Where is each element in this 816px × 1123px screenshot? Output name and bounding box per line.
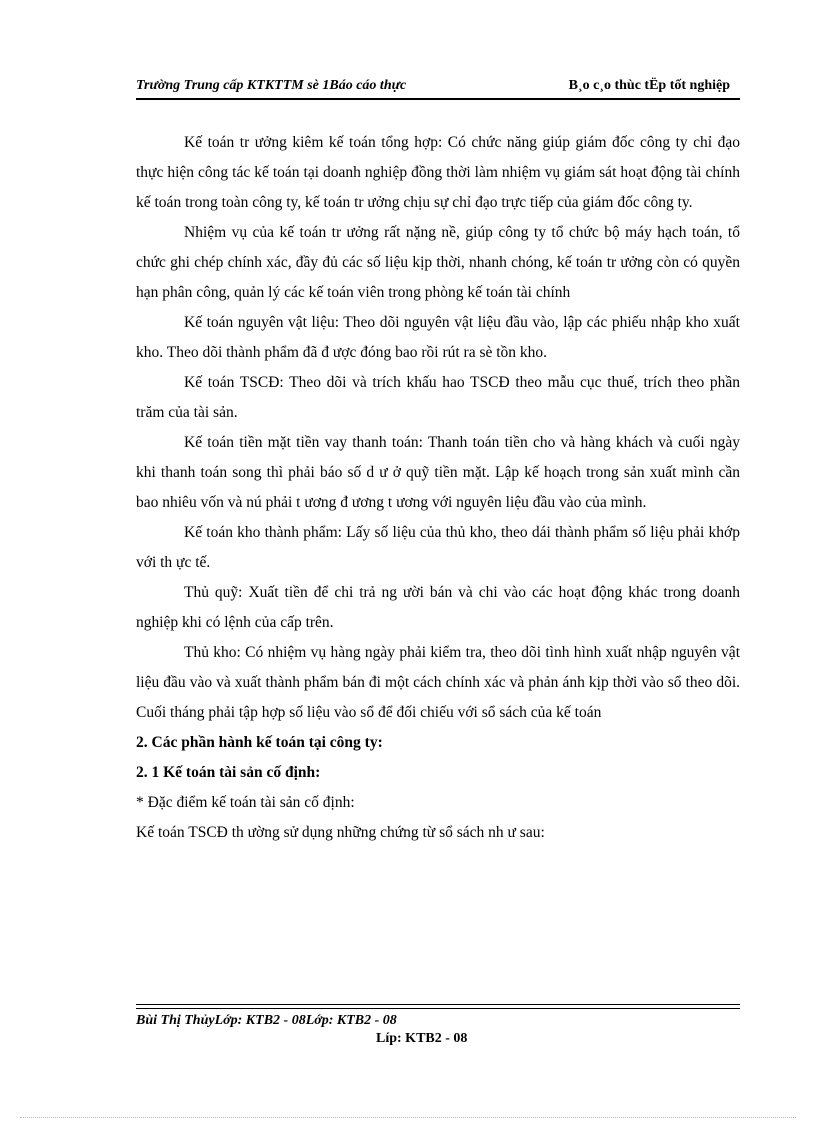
header-report-title: B¸o c¸o thùc tËp tốt nghiệp — [568, 78, 730, 93]
paragraph: Kế toán TSCĐ: Theo dõi và trích khấu hao TSCĐ theo mẫu cục thuế, trích theo phần trăm của tài sản. — [136, 374, 740, 421]
footer-class: Líp: KTB2 - 08 — [376, 1031, 468, 1046]
document-body — [136, 128, 740, 848]
paragraph: * Đặc điểm kế toán tài sản cố định: — [136, 794, 355, 811]
paragraph: Kế toán tr ưởng kiêm kế toán tổng hợp: Có chức năng giúp giám đốc công ty chỉ đạo thực hiện công tác kế toán tại doanh nghiệp đồng thời làm nhiệm vụ giám sát hoạt động tài chính kế toán trong toàn công ty, kế toán tr ưởng chịu sự chỉ đạo trực tiếp của giám đốc công ty. — [136, 134, 740, 211]
paragraph: Thủ kho: Có nhiệm vụ hàng ngày phải kiểm tra, theo dõi tình hình xuất nhập nguyên vật liệu đầu vào và xuất thành phẩm bán đi một cách chính xác và phản ánh kịp thời vào sổ theo dõi. Cuối tháng phải tập hợp số liệu vào sổ để đối chiếu với sổ sách của kế toán — [136, 644, 740, 721]
page-header — [136, 76, 740, 100]
section-heading: 2. Các phần hành kế toán tại công ty: — [136, 734, 383, 751]
page-footer — [136, 1012, 740, 1048]
paragraph: Nhiệm vụ của kế toán tr ưởng rất nặng nề, giúp công ty tổ chức bộ máy hạch toán, tổ chức ghi chép chính xác, đầy đủ các số liệu kịp thời, nhanh chóng, kế toán tr ưởng còn có quyền hạn phân công, quản lý các kế toán viên trong phòng kế toán tài chính — [136, 224, 740, 301]
paragraph: Kế toán kho thành phẩm: Lấy số liệu của thủ kho, theo dái thành phẩm số liệu phải khớp với th ực tế. — [136, 524, 740, 571]
subsection-heading: 2. 1 Kế toán tài sản cố định: — [136, 764, 321, 781]
paragraph: Kế toán nguyên vật liệu: Theo dõi nguyên vật liệu đầu vào, lập các phiếu nhập kho xuất kho. Theo dõi thành phẩm đã đ ược đóng bao rồi rút ra sè tồn kho. — [136, 314, 740, 361]
header-school: Trường Trung cấp KTKTTM sè 1Báo cáo thực — [136, 78, 407, 93]
paragraph: Kế toán TSCĐ th ường sử dụng những chứng từ sổ sách nh ư sau: — [136, 824, 545, 841]
footer-author: Bùi Thị ThủyLớp: KTB2 - 08Lớp: KTB2 - 08 — [136, 1013, 397, 1028]
paragraph: Kế toán tiền mặt tiền vay thanh toán: Thanh toán tiền cho và hàng khách và cuối ngày khi thanh toán song thì phải báo số d ư ở quỹ tiền mặt. Lập kế hoạch trong sản xuất mình cần bao nhiêu vốn và nú phải t ương đ ương t ương với nguyên liệu đầu vào của mình. — [136, 434, 740, 511]
footer-divider — [136, 1004, 740, 1009]
page-edge-divider — [20, 1117, 796, 1118]
paragraph: Thủ quỹ: Xuất tiền để chi trả ng ười bán và chi vào các hoạt động khác trong doanh nghiệp khi có lệnh của cấp trên. — [136, 584, 740, 631]
